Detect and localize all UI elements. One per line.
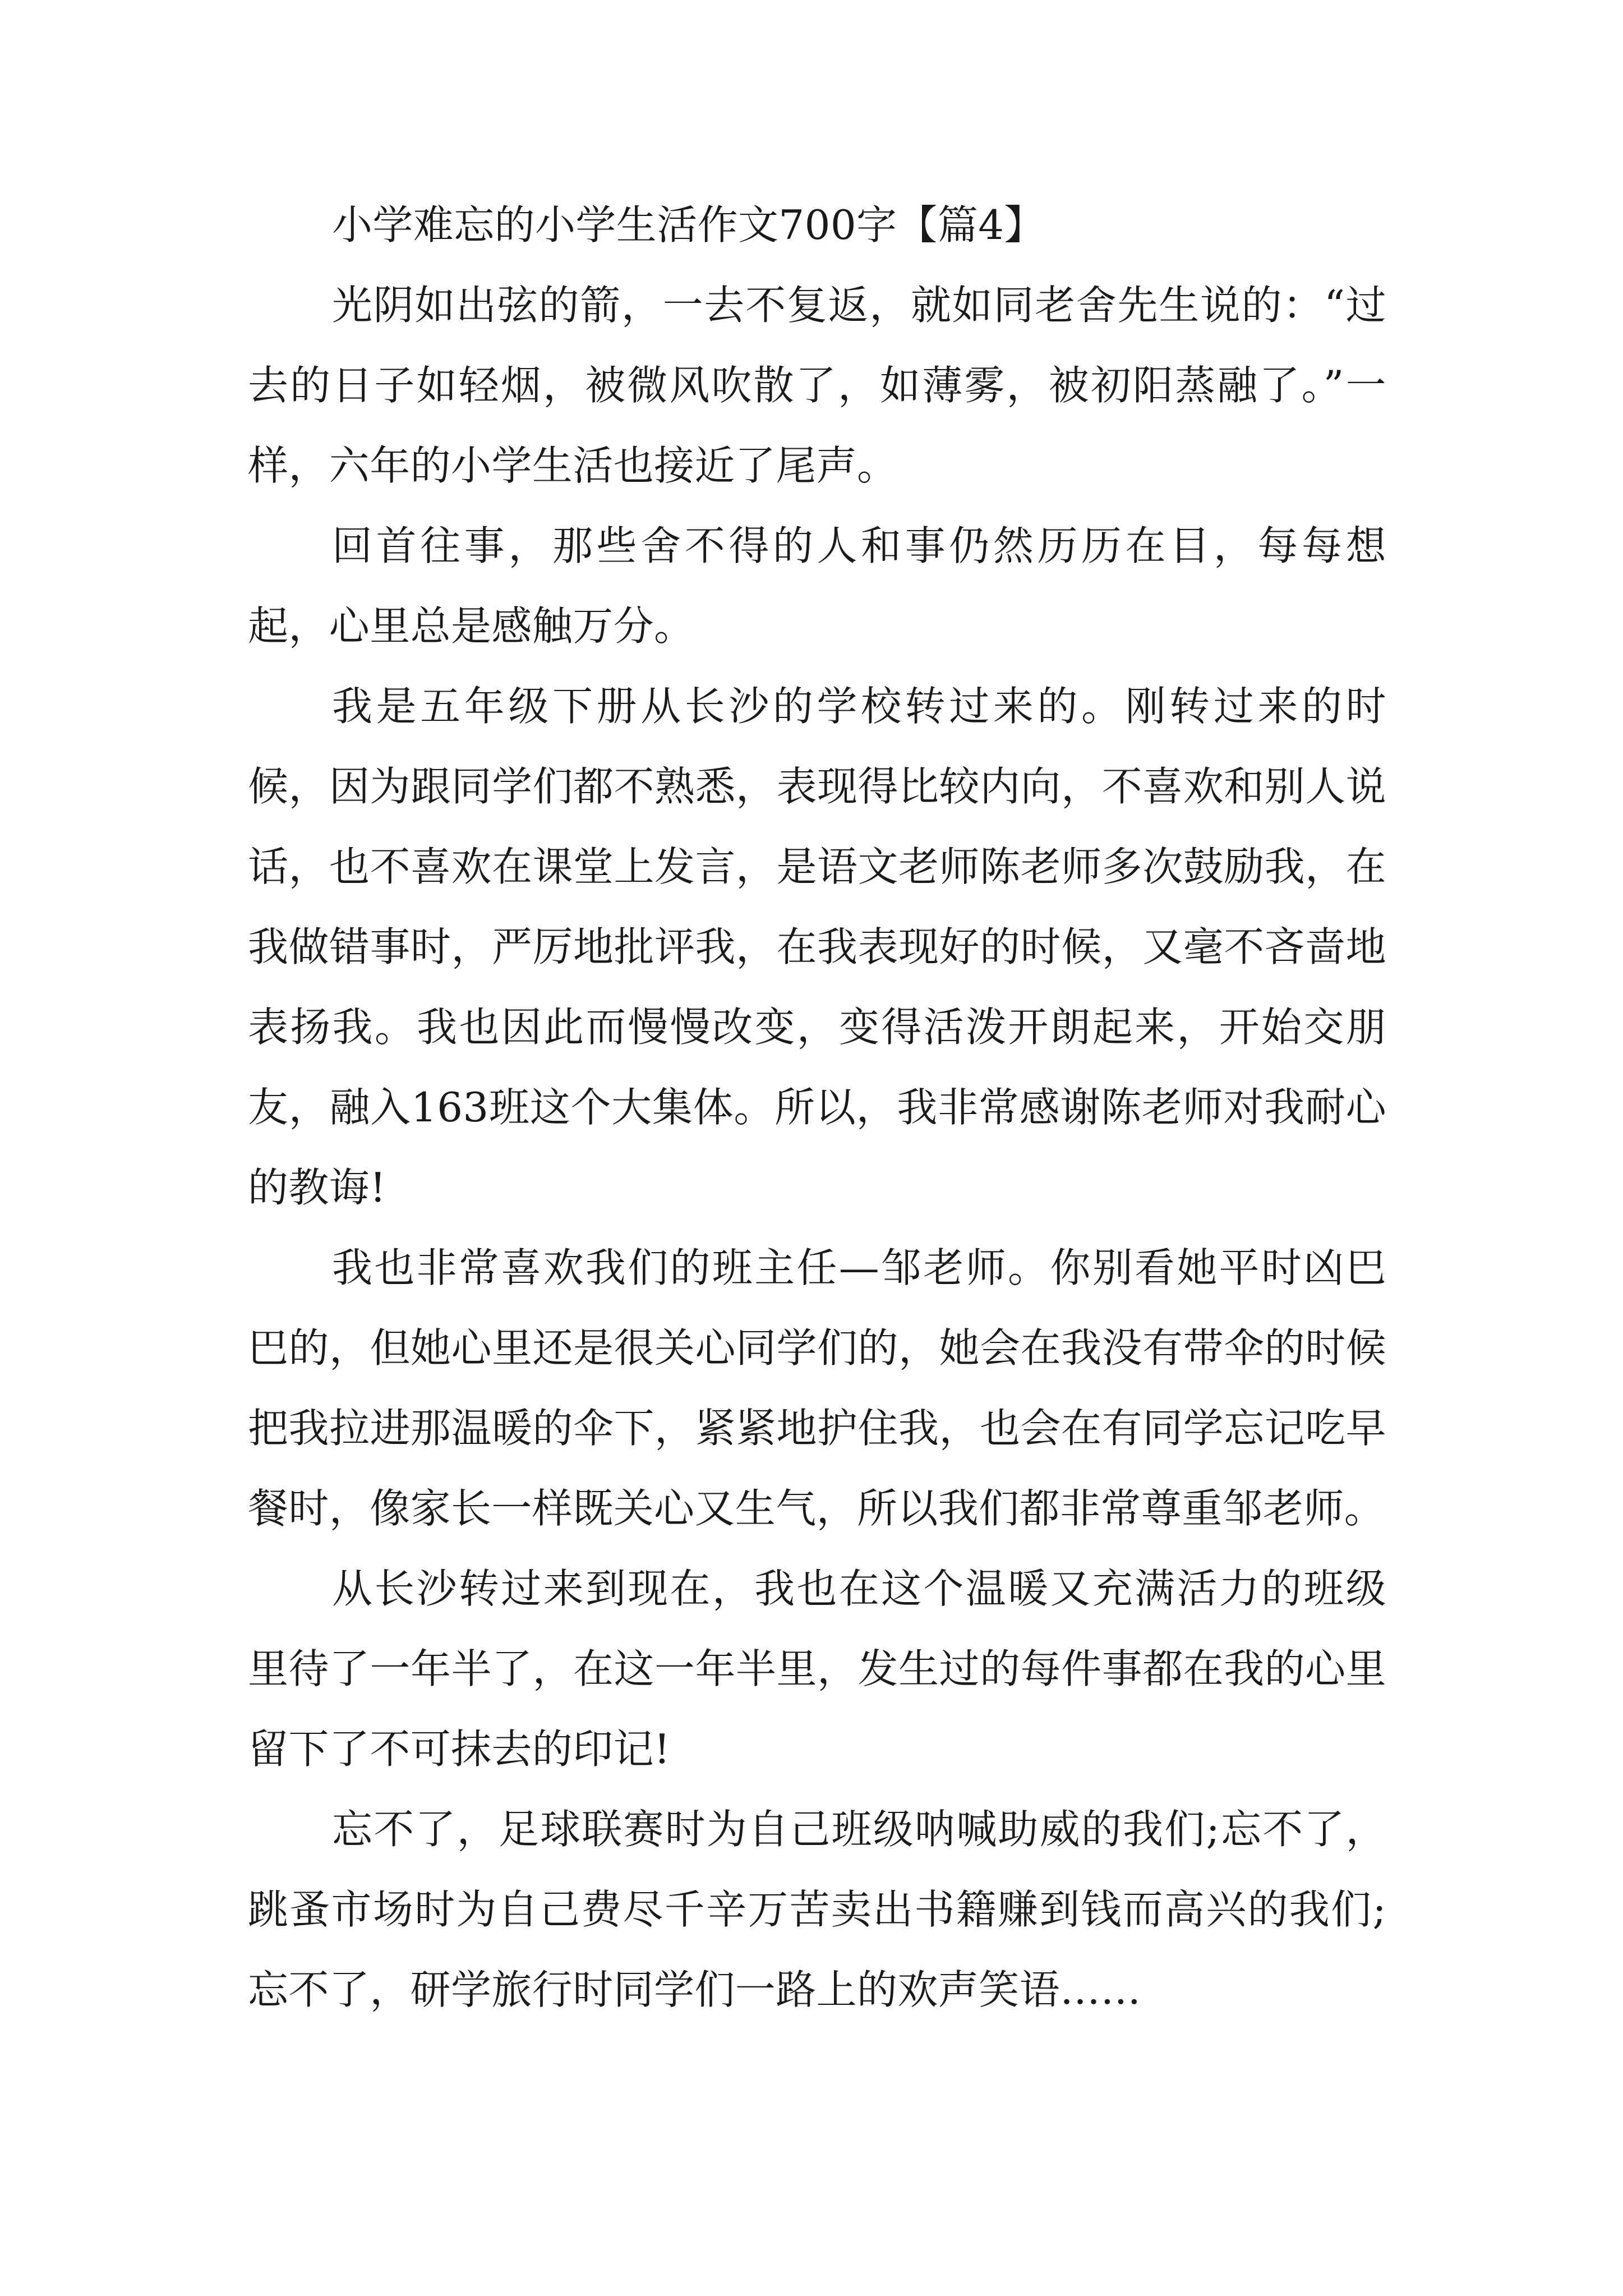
paragraph-2: 回首往事，那些舍不得的人和事仍然历历在目，每每想起，心里总是感触万分。 [248, 522, 1386, 650]
paragraph-5: 从长沙转过来到现在，我也在这个温暖又充满活力的班级里待了一年半了，在这一年半里，发生过的每件事都在我的心里留下了不可抹去的印记! [248, 1565, 1386, 1773]
paragraph-6: 忘不了，足球联赛时为自己班级呐喊助威的我们;忘不了，跳蚤市场时为自己费尽千辛万苦卖出书籍赚到钱而高兴的我们;忘不了，研学旅行时同学们一路上的欢声笑语…… [248, 1806, 1386, 2013]
paragraph-1: 光阴如出弦的箭，一去不复返，就如同老舍先生说的：“过去的日子如轻烟，被微风吹散了，如薄雾，被初阳蒸融了。”一样，六年的小学生活也接近了尾声。 [248, 282, 1386, 489]
essay-title: 小学难忘的小学生活作文700字【篇4】 [332, 201, 1045, 249]
paragraph-4: 我也非常喜欢我们的班主任—邹老师。你别看她平时凶巴巴的，但她心里还是很关心同学们的，她会在我没有带伞的时候把我拉进那温暖的伞下，紧紧地护住我，也会在有同学忘记吃早餐时，像家长一样既关心又生气，所以我们都非常尊重邹老师。 [248, 1244, 1386, 1532]
paragraph-3: 我是五年级下册从长沙的学校转过来的。刚转过来的时候，因为跟同学们都不熟悉，表现得比较内向，不喜欢和别人说话，也不喜欢在课堂上发言，是语文老师陈老师多次鼓励我，在我做错事时，严厉地批评我，在我表现好的时候，又毫不吝啬地表扬我。我也因此而慢慢改变，变得活泼开朗起来，开始交朋友，融入163班这个大集体。所以，我非常感谢陈老师对我耐心的教诲! [248, 683, 1386, 1211]
essay-body [248, 185, 1386, 2030]
